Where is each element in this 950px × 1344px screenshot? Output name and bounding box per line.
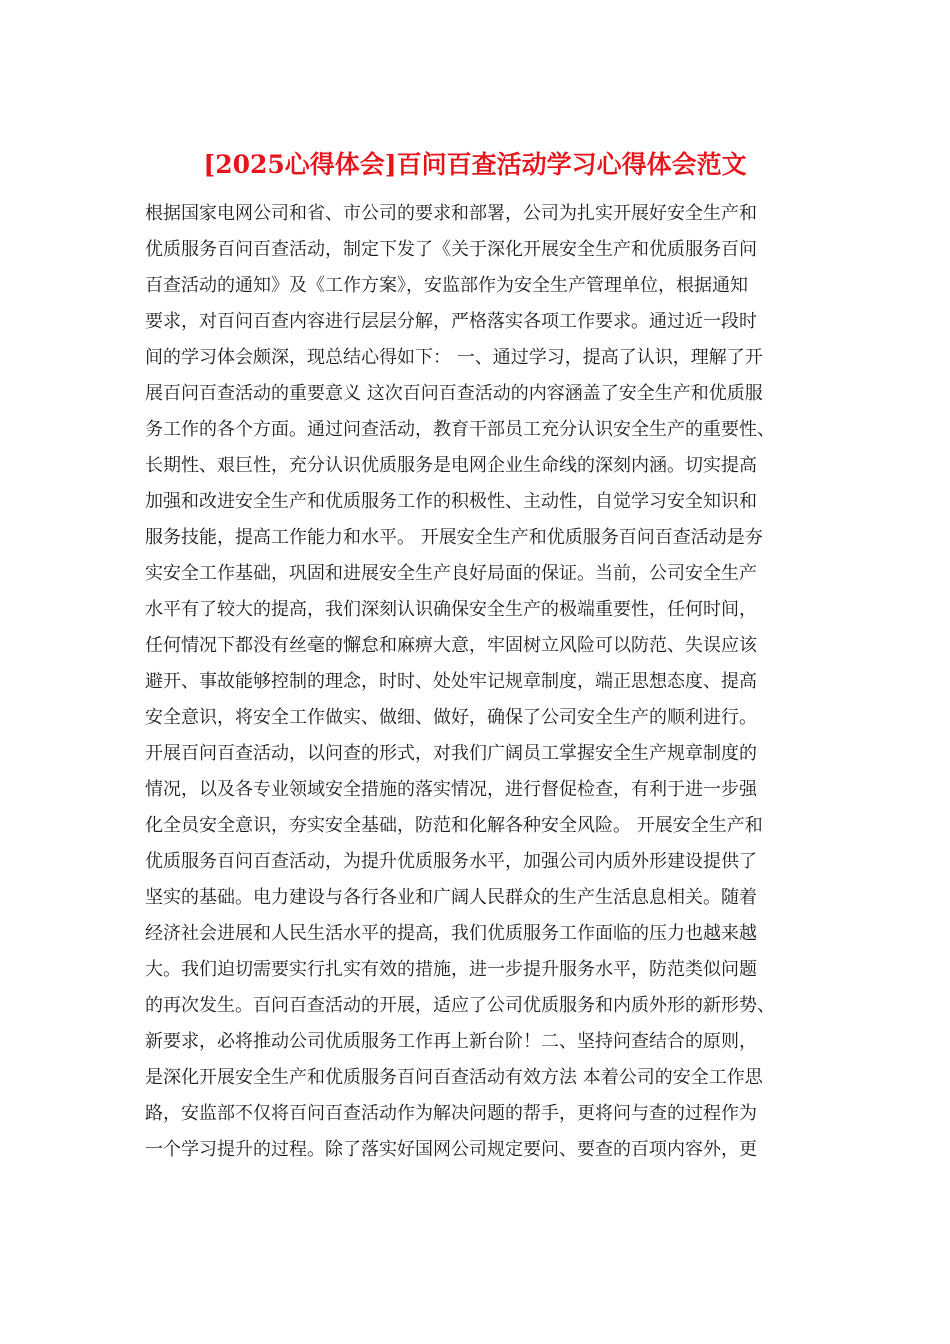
body-line: 大。我们迫切需要实行扎实有效的措施，进一步提升服务水平，防范类似问题 xyxy=(145,959,757,980)
body-line: 经济社会进展和人民生活水平的提高，我们优质服务工作面临的压力也越来越 xyxy=(145,923,757,944)
body-line: 优质服务百问百查活动，为提升优质服务水平，加强公司内质外形建设提供了 xyxy=(145,851,757,872)
body-line: 加强和改进安全生产和优质服务工作的积极性、主动性，自觉学习安全知识和 xyxy=(145,491,757,512)
body-line: 水平有了较大的提高，我们深刻认识确保安全生产的极端重要性，任何时间， xyxy=(145,599,757,620)
body-line: 路，安监部不仅将百问百查活动作为解决问题的帮手，更将问与查的过程作为 xyxy=(145,1103,757,1124)
document-title: [2025心得体会]百问百查活动学习心得体会范文 xyxy=(203,150,747,179)
body-line: 开展百问百查活动，以问查的形式，对我们广阔员工掌握安全生产规章制度的 xyxy=(145,743,757,764)
body-line: 避开、事故能够控制的理念，时时、处处牢记规章制度，端正思想态度、提高 xyxy=(145,671,757,692)
body-line: 安全意识，将安全工作做实、做细、做好，确保了公司安全生产的顺利进行。 xyxy=(145,707,757,728)
body-line: 化全员安全意识，夯实安全基础，防范和化解各种安全风险。 开展安全生产和 xyxy=(145,815,763,836)
body-line: 坚实的基础。电力建设与各行各业和广阔人民群众的生产生活息息相关。随着 xyxy=(145,887,757,908)
body-line: 新要求，必将推动公司优质服务工作再上新台阶！二、坚持问查结合的原则， xyxy=(145,1031,757,1052)
body-line: 实安全工作基础，巩固和进展安全生产良好局面的保证。当前，公司安全生产 xyxy=(145,563,757,584)
body-line: 根据国家电网公司和省、市公司的要求和部署，公司为扎实开展好安全生产和 xyxy=(145,203,757,224)
body-line: 情况，以及各专业领域安全措施的落实情况，进行督促检查，有利于进一步强 xyxy=(145,779,757,800)
body-line: 的再次发生。百问百查活动的开展，适应了公司优质服务和内质外形的新形势、 xyxy=(145,995,775,1016)
body-line: 务工作的各个方面。通过问查活动，教育干部员工充分认识安全生产的重要性、 xyxy=(145,419,775,440)
body-line: 展百问百查活动的重要意义 这次百问百查活动的内容涵盖了安全生产和优质服 xyxy=(145,383,763,404)
body-line: 是深化开展安全生产和优质服务百问百查活动有效方法 本着公司的安全工作思 xyxy=(145,1067,763,1088)
document-body xyxy=(145,196,815,1168)
body-line: 服务技能，提高工作能力和水平。 开展安全生产和优质服务百问百查活动是夯 xyxy=(145,527,763,548)
body-line: 长期性、艰巨性，充分认识优质服务是电网企业生命线的深刻内涵。切实提高 xyxy=(145,455,757,476)
body-line: 百查活动的通知》及《工作方案》，安监部作为安全生产管理单位，根据通知 xyxy=(145,275,748,296)
body-line: 间的学习体会颇深，现总结心得如下： 一、通过学习，提高了认识，理解了开 xyxy=(145,347,763,368)
body-line: 优质服务百问百查活动，制定下发了《关于深化开展安全生产和优质服务百问 xyxy=(145,239,757,260)
body-line: 一个学习提升的过程。除了落实好国网公司规定要问、要查的百项内容外，更 xyxy=(145,1139,757,1160)
body-line: 要求，对百问百查内容进行层层分解，严格落实各项工作要求。通过近一段时 xyxy=(145,311,757,332)
body-line: 任何情况下都没有丝毫的懈怠和麻痹大意，牢固树立风险可以防范、失误应该 xyxy=(145,635,757,656)
